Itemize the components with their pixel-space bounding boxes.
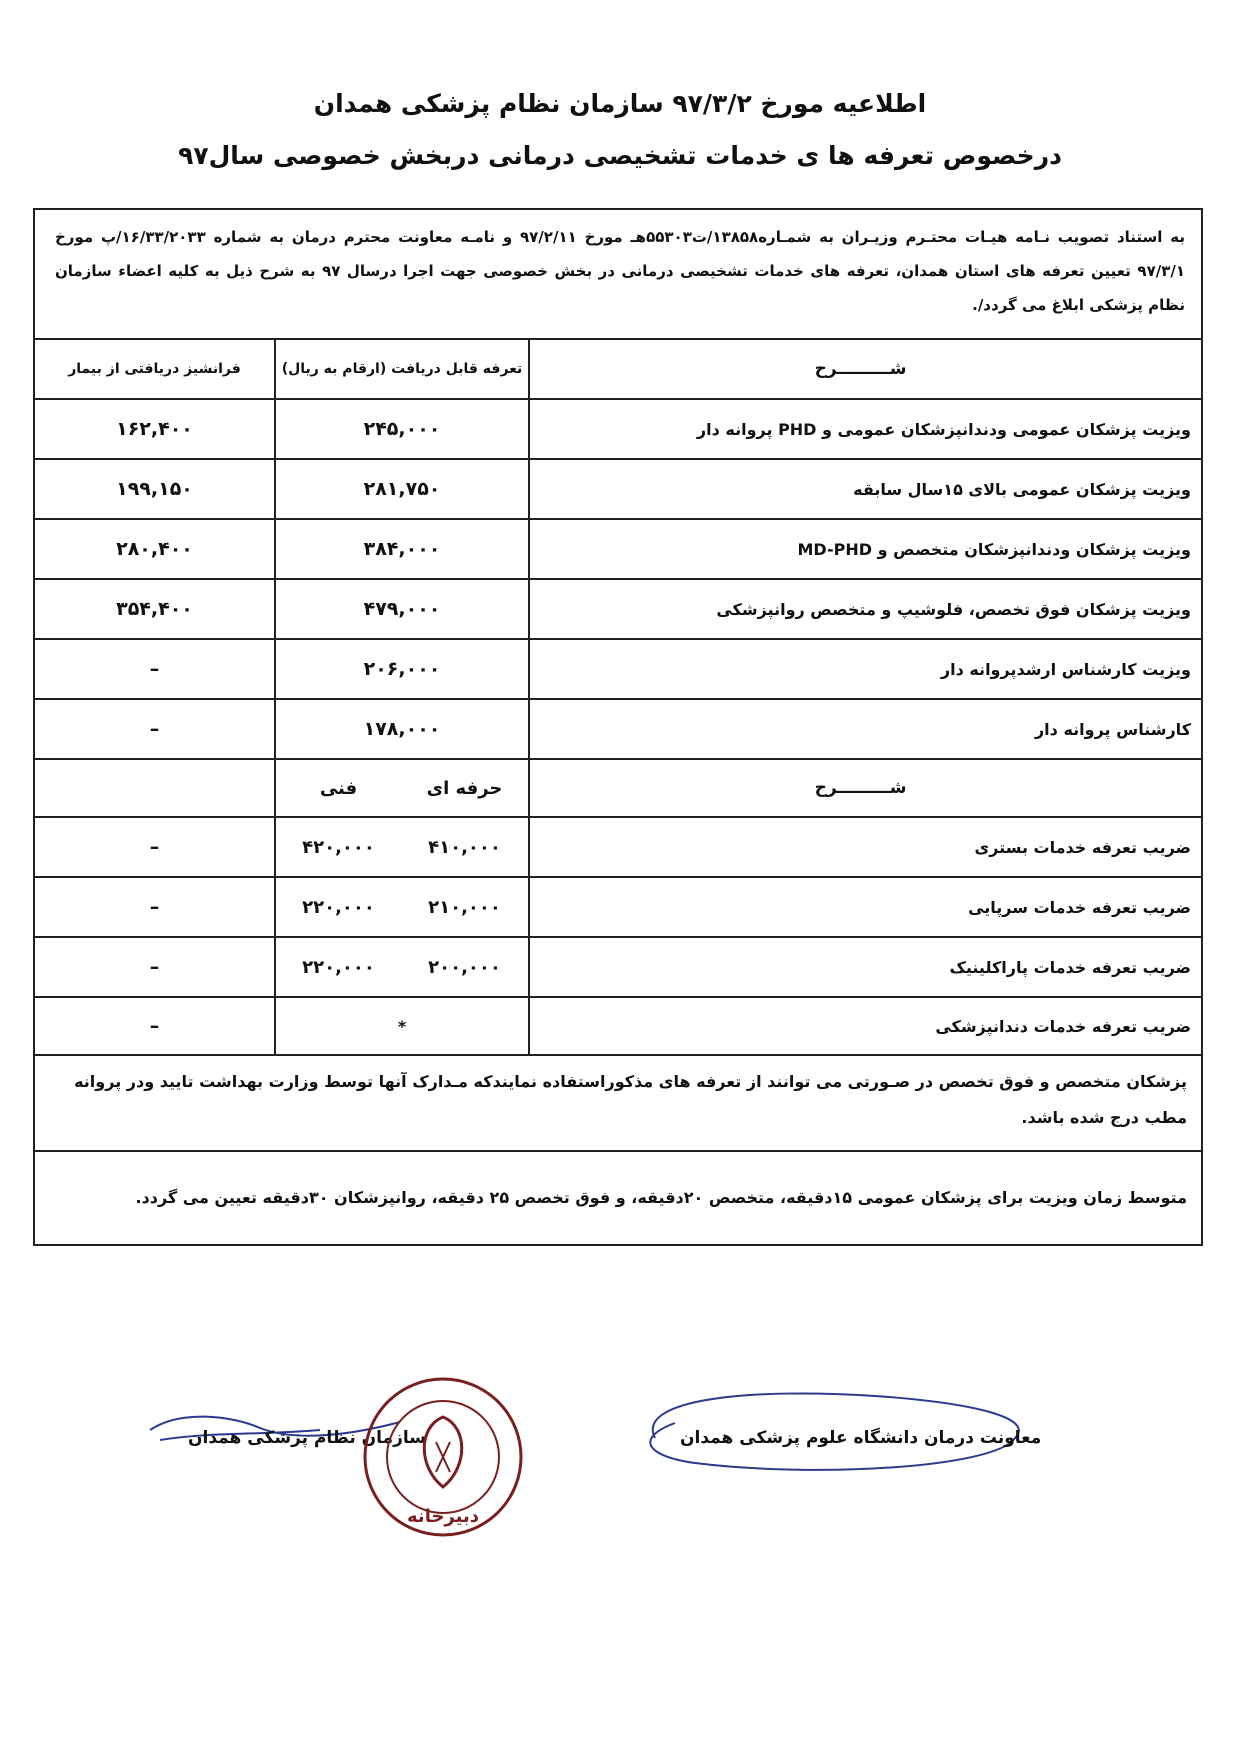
specialist-note: پزشکان متخصص و فوق تخصص در صـورتی می توانند از تعرفه های مذکوراستفاده نمایندکه مـدارک آنها توسط وزارت بهداشت تایید ودر پروانه مطب درج شده باشد. [74,1072,1187,1127]
title-line-1: اطلاعیه مورخ ۹۷/۳/۲ سازمان نظام پزشکی همدان [313,89,927,118]
table2-header-row [35,760,1201,818]
header-fee: تعرفه قابل دریافت (ارقام به ریال) [274,340,528,398]
table-row [35,878,1201,938]
table-row [35,460,1201,520]
row-desc: ویزیت پزشکان عمومی بالای ۱۵سال سابقه [528,460,1201,518]
header-franchise: فرانشیز دریافتی از بیمار [68,361,241,377]
tariff-table [33,208,1203,1246]
table-row [35,400,1201,460]
note-row-1 [35,1056,1201,1152]
row-professional: ۲۰۰,۰۰۰ [428,956,501,978]
table-row [35,938,1201,998]
row-desc: کارشناس پروانه دار [528,700,1201,758]
header-desc: شـــــــــرح [528,340,1201,398]
row-desc: ویزیت پزشکان فوق تخصص، فلوشیپ و متخصص روانپزشکی [528,580,1201,638]
row-franchise: ۲۸۰,۴۰۰ [116,538,193,560]
document-title [0,78,1240,182]
row-desc: ویزیت پزشکان ودندانپزشکان متخصص و MD-PHD [528,520,1201,578]
row-professional: ۲۱۰,۰۰۰ [428,896,501,918]
header-desc-2: شـــــــــرح [528,760,1201,816]
visit-time-note: متوسط زمان ویزیت برای پزشکان عمومی ۱۵دقیقه، متخصص ۲۰دقیقه، و فوق تخصص ۲۵ دقیقه، روانپزشکان ۳۰دقیقه تعیین می گردد. [135,1188,1187,1207]
table-row [35,640,1201,700]
seal-stamp [358,1372,528,1542]
row-franchise: ۱۹۹,۱۵۰ [116,478,193,500]
row-desc: ضریب تعرفه خدمات سرپایی [528,878,1201,936]
row-technical: ۲۲۰,۰۰۰ [274,938,401,996]
table-row [35,700,1201,760]
header-professional: حرفه ای [426,777,503,799]
row-franchise: – [149,658,160,680]
row-desc: ویزیت پزشکان عمومی ودندانپزشکان عمومی و PHD پروانه دار [528,400,1201,458]
row-merged-value: * [274,998,528,1054]
seal-bottom-text: دبیرخانه [407,1506,479,1527]
row-fee: ۳۸۴,۰۰۰ [274,520,528,578]
row-desc: ضریب تعرفه خدمات دندانپزشکی [528,998,1201,1054]
intro-paragraph: به استناد تصویب نـامه هیـات محتـرم وزیـران به شمـاره۱۳۸۵۸/ت۵۵۳۰۳هـ مورخ ۹۷/۲/۱۱ و نامـه معاونت محترم درمان به شماره ۱۶/۳۳/۲۰۳۳/پ مورخ ۹۷/۳/۱ تعیین تعرفه های استان همدان، تعرفه های خدمات تشخیصی درمانی در بخش خصوصی جهت اجرا درسال ۹۷ به شرح ذیل به کلیه اعضاء سازمان نظام پزشکی ابلاغ می گردد/. [35,210,1201,340]
row-franchise: ۳۵۴,۴۰۰ [116,598,193,620]
table-row [35,580,1201,640]
row-franchise: – [149,956,160,978]
row-franchise: – [149,1015,160,1037]
row-fee: ۲۸۱,۷۵۰ [274,460,528,518]
title-line-2: درخصوص تعرفه ها ی خدمات تشخیصی درمانی دربخش خصوصی سال۹۷ [178,141,1062,170]
row-professional: ۴۱۰,۰۰۰ [428,836,501,858]
header-franchise-empty [35,760,274,816]
row-fee: ۲۴۵,۰۰۰ [274,400,528,458]
row-franchise: – [149,718,160,740]
row-desc: ضریب تعرفه خدمات بستری [528,818,1201,876]
table-row [35,998,1201,1056]
row-fee: ۲۰۶,۰۰۰ [274,640,528,698]
row-desc: ضریب تعرفه خدمات پاراکلینیک [528,938,1201,996]
row-franchise: – [149,896,160,918]
table-row [35,818,1201,878]
row-desc: ویزیت کارشناس ارشدپروانه دار [528,640,1201,698]
header-technical: فنی [274,760,401,816]
row-franchise: ۱۶۲,۴۰۰ [116,418,193,440]
row-fee: ۱۷۸,۰۰۰ [274,700,528,758]
row-franchise: – [149,836,160,858]
row-fee: ۴۷۹,۰۰۰ [274,580,528,638]
row-technical: ۴۲۰,۰۰۰ [274,818,401,876]
table1-header-row [35,340,1201,400]
signature-right-label: معاونت درمان دانشگاه علوم پزشکی همدان [680,1428,1042,1448]
signature-left-label: سازمان نظام پزشکی همدان [188,1428,426,1448]
note-row-2 [35,1152,1201,1244]
row-technical: ۲۲۰,۰۰۰ [274,878,401,936]
table-row [35,520,1201,580]
